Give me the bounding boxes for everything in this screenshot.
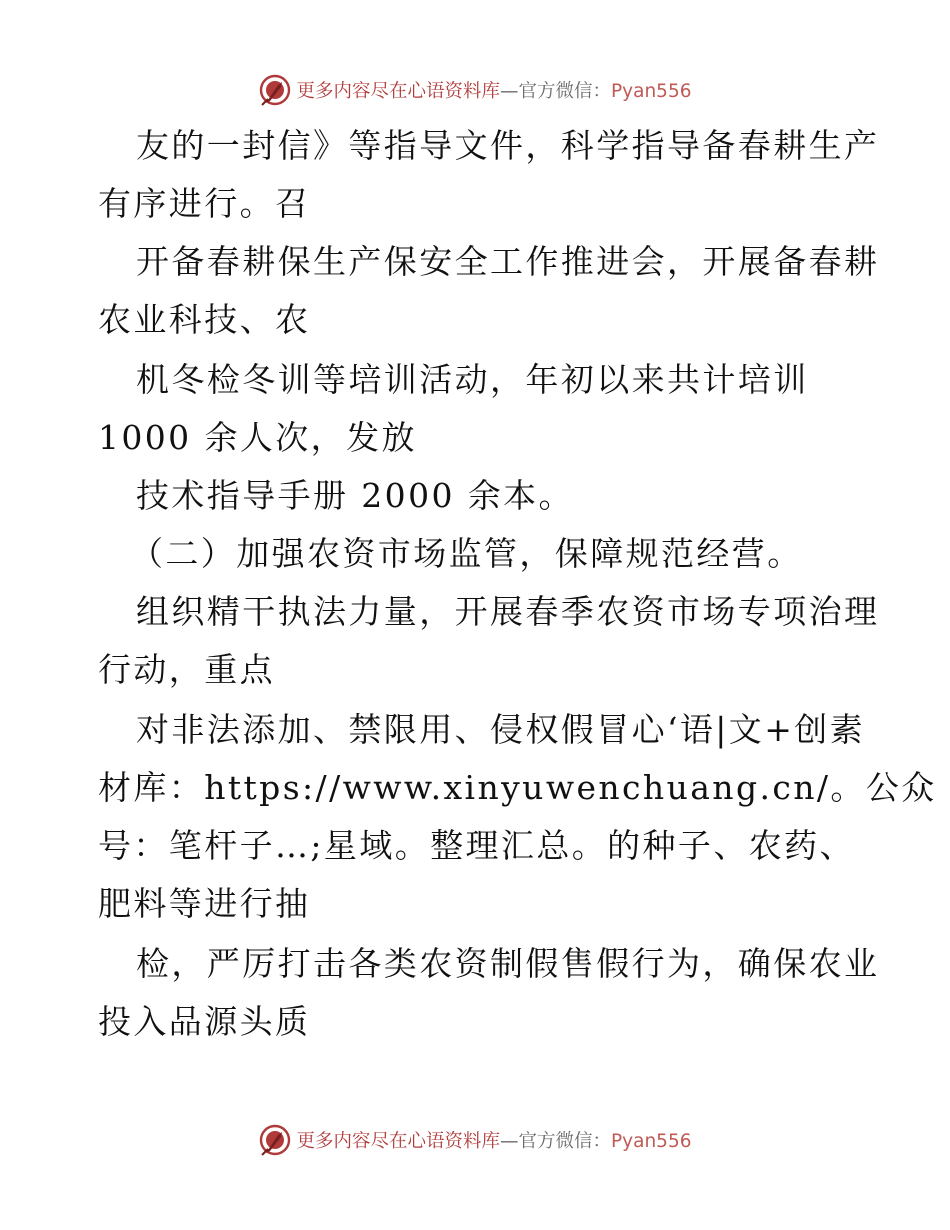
footer-contact-label: 官方微信： bbox=[518, 1131, 612, 1152]
paragraph-line: 材库：https://www.xinyuwenchuang.cn/。公众 bbox=[98, 768, 937, 807]
footer-wechat-handle: Pyan556 bbox=[611, 1131, 692, 1152]
paragraph-line: 友的一封信》等指导文件，科学指导备春耕生产 bbox=[136, 126, 880, 165]
paragraph-line: 机冬检冬训等培训活动，年初以来共计培训 bbox=[136, 360, 809, 399]
footer-separator: — bbox=[500, 1131, 519, 1152]
header-banner bbox=[0, 70, 950, 110]
header-wechat-handle: Pyan556 bbox=[611, 81, 692, 102]
paragraph-line: 开备春耕保生产保安全工作推进会，开展备春耕 bbox=[136, 242, 880, 281]
paragraph-line: 行动，重点 bbox=[98, 650, 275, 689]
paragraph-line: 号：笔杆子…;星域。整理汇总。的种子、农药、 bbox=[98, 826, 855, 865]
footer-brand-text: 更多内容尽在心语资料库 bbox=[296, 1131, 500, 1152]
red-quill-logo-icon bbox=[258, 73, 292, 107]
header-separator: — bbox=[500, 81, 519, 102]
footer-banner bbox=[0, 1120, 950, 1160]
paragraph-line: 对非法添加、禁限用、侵权假冒心‘语|文+创素 bbox=[136, 710, 866, 749]
header-banner-text bbox=[296, 77, 691, 103]
paragraph-line: 1000 余人次，发放 bbox=[98, 418, 417, 457]
red-quill-logo-icon bbox=[258, 1123, 292, 1157]
header-brand-text: 更多内容尽在心语资料库 bbox=[296, 81, 500, 102]
footer-banner-text bbox=[296, 1127, 691, 1153]
section-heading: （二）加强农资市场监管，保障规范经营。 bbox=[130, 534, 803, 573]
paragraph-line: 投入品源头质 bbox=[98, 1002, 311, 1041]
paragraph-line: 农业科技、农 bbox=[98, 300, 311, 339]
paragraph-line: 肥料等进行抽 bbox=[98, 884, 311, 923]
header-contact-label: 官方微信： bbox=[518, 81, 612, 102]
paragraph-line: 有序进行。召 bbox=[98, 184, 311, 223]
paragraph-line: 技术指导手册 2000 余本。 bbox=[136, 476, 574, 515]
paragraph-line: 检，严厉打击各类农资制假售假行为，确保农业 bbox=[136, 944, 880, 983]
paragraph-line: 组织精干执法力量，开展春季农资市场专项治理 bbox=[136, 592, 880, 631]
